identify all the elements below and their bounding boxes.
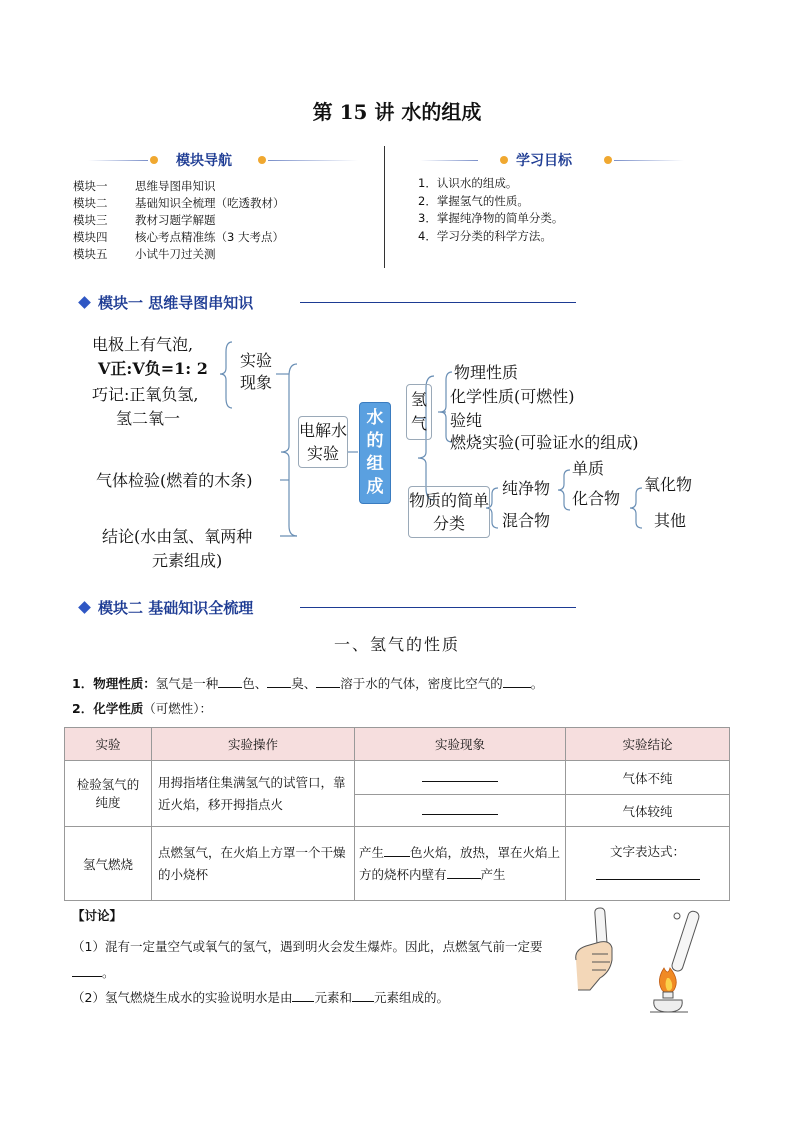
cell-combustion: 氢气燃烧 — [65, 827, 152, 901]
goal-item: 3．掌握纯净物的简单分类。 — [418, 211, 564, 225]
dot-icon — [604, 156, 612, 164]
page-title: 第 15 讲 水的组成 — [312, 100, 482, 124]
cell-combustion-op: 点燃氢气，在火焰上方罩一个干燥的小烧杯 — [152, 827, 355, 901]
goal-item: 4．学习分类的科学方法。 — [418, 228, 552, 243]
nav-list — [73, 178, 373, 263]
mm-compound: 化合物 — [572, 489, 621, 508]
mm-center-box: 水的组成 — [359, 402, 391, 504]
nav-item[interactable]: 模块一 思维导图串知识 — [73, 179, 216, 193]
mm-bubbles: 电极上有气泡, — [92, 335, 194, 354]
answer-blank[interactable] — [422, 781, 498, 782]
chemical-properties: 2．化学性质（可燃性）： — [72, 701, 212, 716]
nav-item[interactable]: 模块三 教材习题学解题 — [73, 213, 216, 227]
th-operation: 实验操作 — [152, 728, 355, 761]
mm-classification-box: 物质的简单分类 — [408, 486, 490, 538]
cell-impure: 气体不纯 — [566, 761, 730, 795]
answer-blank[interactable] — [72, 976, 102, 977]
mm-other: 其他 — [654, 511, 687, 530]
column-divider — [384, 146, 385, 268]
section1-heading-bar — [78, 292, 578, 314]
mm-h2-purity: 验纯 — [450, 411, 483, 430]
answer-blank[interactable] — [292, 1001, 314, 1002]
section1-heading: 模块一 思维导图串知识 — [98, 294, 254, 312]
cell-phenomenon-blank — [355, 795, 566, 827]
answer-blank[interactable] — [422, 814, 498, 815]
mm-gas-test: 气体检验(燃着的木条) — [96, 471, 253, 490]
th-phenomenon: 实验现象 — [355, 728, 566, 761]
mm-conclusion-2: 元素组成) — [152, 551, 223, 570]
mm-mnemonic-2: 氢二氧一 — [116, 409, 181, 428]
diamond-icon — [78, 296, 91, 309]
physical-properties: 1．物理性质：氢气是一种 色、 臭、 溶于水的气体，密度比空气的 。 — [72, 676, 544, 691]
mm-volume-ratio: V正:V负=1: 2 — [98, 359, 208, 378]
mm-h2-chemical: 化学性质(可燃性) — [450, 387, 575, 406]
discussion-q1: （1）混有一定量空气或氧气的氢气，遇到明火会发生爆炸。因此，点燃氢气前一定要。 — [72, 939, 543, 980]
mm-hydrogen-box: 氢气 — [406, 384, 432, 440]
mm-pure-substance: 纯净物 — [502, 479, 551, 498]
subsection-title: 一、氢气的性质 — [333, 635, 460, 654]
mm-h2-physical: 物理性质 — [454, 363, 519, 382]
goals-heading-bar — [420, 150, 710, 170]
goals-heading: 学习目标 — [516, 153, 572, 169]
cell-pure: 气体较纯 — [566, 795, 730, 827]
dot-icon — [500, 156, 508, 164]
dot-icon — [150, 156, 158, 164]
goal-item: 2．掌握氢气的性质。 — [418, 193, 529, 208]
cell-phenomenon-blank — [355, 761, 566, 795]
goals-list — [418, 175, 738, 245]
mm-h2-combustion: 燃烧实验(可验证水的组成) — [450, 433, 639, 452]
cell-purity-test: 检验氢气的纯度 — [65, 761, 152, 827]
mm-element: 单质 — [572, 459, 605, 478]
discussion-heading: 【讨论】 — [72, 908, 123, 923]
mm-mnemonic: 巧记:正氧负氢, — [92, 385, 199, 404]
nav-item[interactable]: 模块五 小试牛刀过关测 — [73, 247, 216, 261]
nav-heading: 模块导航 — [176, 153, 232, 169]
mm-phenomenon: 实验现象 — [239, 351, 272, 392]
dot-icon — [258, 156, 266, 164]
cell-combustion-phenomenon: 产生 色火焰，放热，罩在火焰上方的烧杯内壁有 产生 — [355, 827, 566, 901]
nav-item[interactable]: 模块二 基础知识全梳理（吃透教材） — [73, 196, 285, 210]
th-experiment: 实验 — [65, 728, 152, 761]
nav-heading-bar — [88, 150, 378, 170]
nav-item[interactable]: 模块四 核心考点精准练（3 大考点） — [73, 230, 284, 244]
mm-oxide: 氧化物 — [644, 475, 693, 494]
answer-blank[interactable] — [352, 1001, 374, 1002]
diamond-icon — [78, 601, 91, 614]
purity-test-illustration-icon — [570, 904, 712, 1016]
section2-heading: 模块二 基础知识全梳理 — [98, 599, 254, 617]
discussion-q2: （2）氢气燃烧生成水的实验说明水是由 元素和 元素组成的。 — [72, 990, 449, 1005]
mm-conclusion: 结论(水由氢、氧两种 — [102, 527, 253, 546]
answer-blank[interactable] — [596, 879, 700, 880]
mm-electrolysis-box: 电解水实验 — [298, 416, 348, 468]
section2-heading-bar — [78, 597, 578, 619]
mm-mixture: 混合物 — [502, 511, 551, 530]
mind-map — [80, 328, 720, 578]
goal-item: 1．认识水的组成。 — [418, 176, 518, 190]
cell-purity-op: 用拇指堵住集满氢气的试管口，靠近火焰，移开拇指点火 — [152, 761, 355, 827]
hydrogen-table — [64, 727, 730, 901]
th-conclusion: 实验结论 — [566, 728, 730, 761]
cell-combustion-conclusion: 文字表达式： — [566, 827, 730, 901]
